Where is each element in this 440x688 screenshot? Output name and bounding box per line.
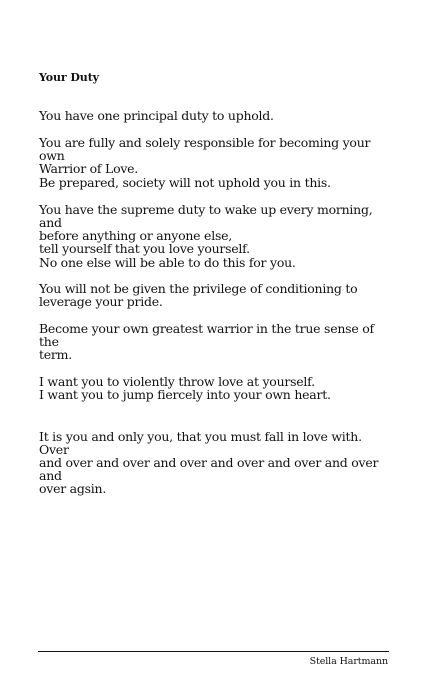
- paragraph-privilege: You will not be given the privilege of conditioning to leverage your pride.: [39, 281, 358, 309]
- paragraph-no-one-else: No one else will be able to do this for you.: [39, 255, 296, 270]
- paragraph-fall-in-love: It is you and only you, that you must fall in love with. Over and over and over and over and over and over and over and over agsin.: [39, 429, 379, 496]
- paragraph-be-prepared: Be prepared, society will not uphold you in this.: [39, 175, 331, 190]
- paragraph-greatest-warrior: Become your own greatest warrior in the true sense of the term.: [39, 321, 374, 362]
- footer-divider: [38, 651, 389, 652]
- document-title: Your Duty: [39, 71, 99, 84]
- author-name: Stella Hartmann: [309, 656, 388, 667]
- paragraph-supreme-duty: You have the supreme duty to wake up every morning, and before anything or anyone else, tell yourself that you love yourself.: [39, 202, 373, 256]
- paragraph-warrior-of-love: You are fully and solely responsible for becoming your own Warrior of Love.: [39, 135, 371, 176]
- paragraph-principal-duty: You have one principal duty to uphold.: [39, 108, 274, 123]
- paragraph-throw-love: I want you to violently throw love at yourself. I want you to jump fiercely into your own heart.: [39, 374, 331, 402]
